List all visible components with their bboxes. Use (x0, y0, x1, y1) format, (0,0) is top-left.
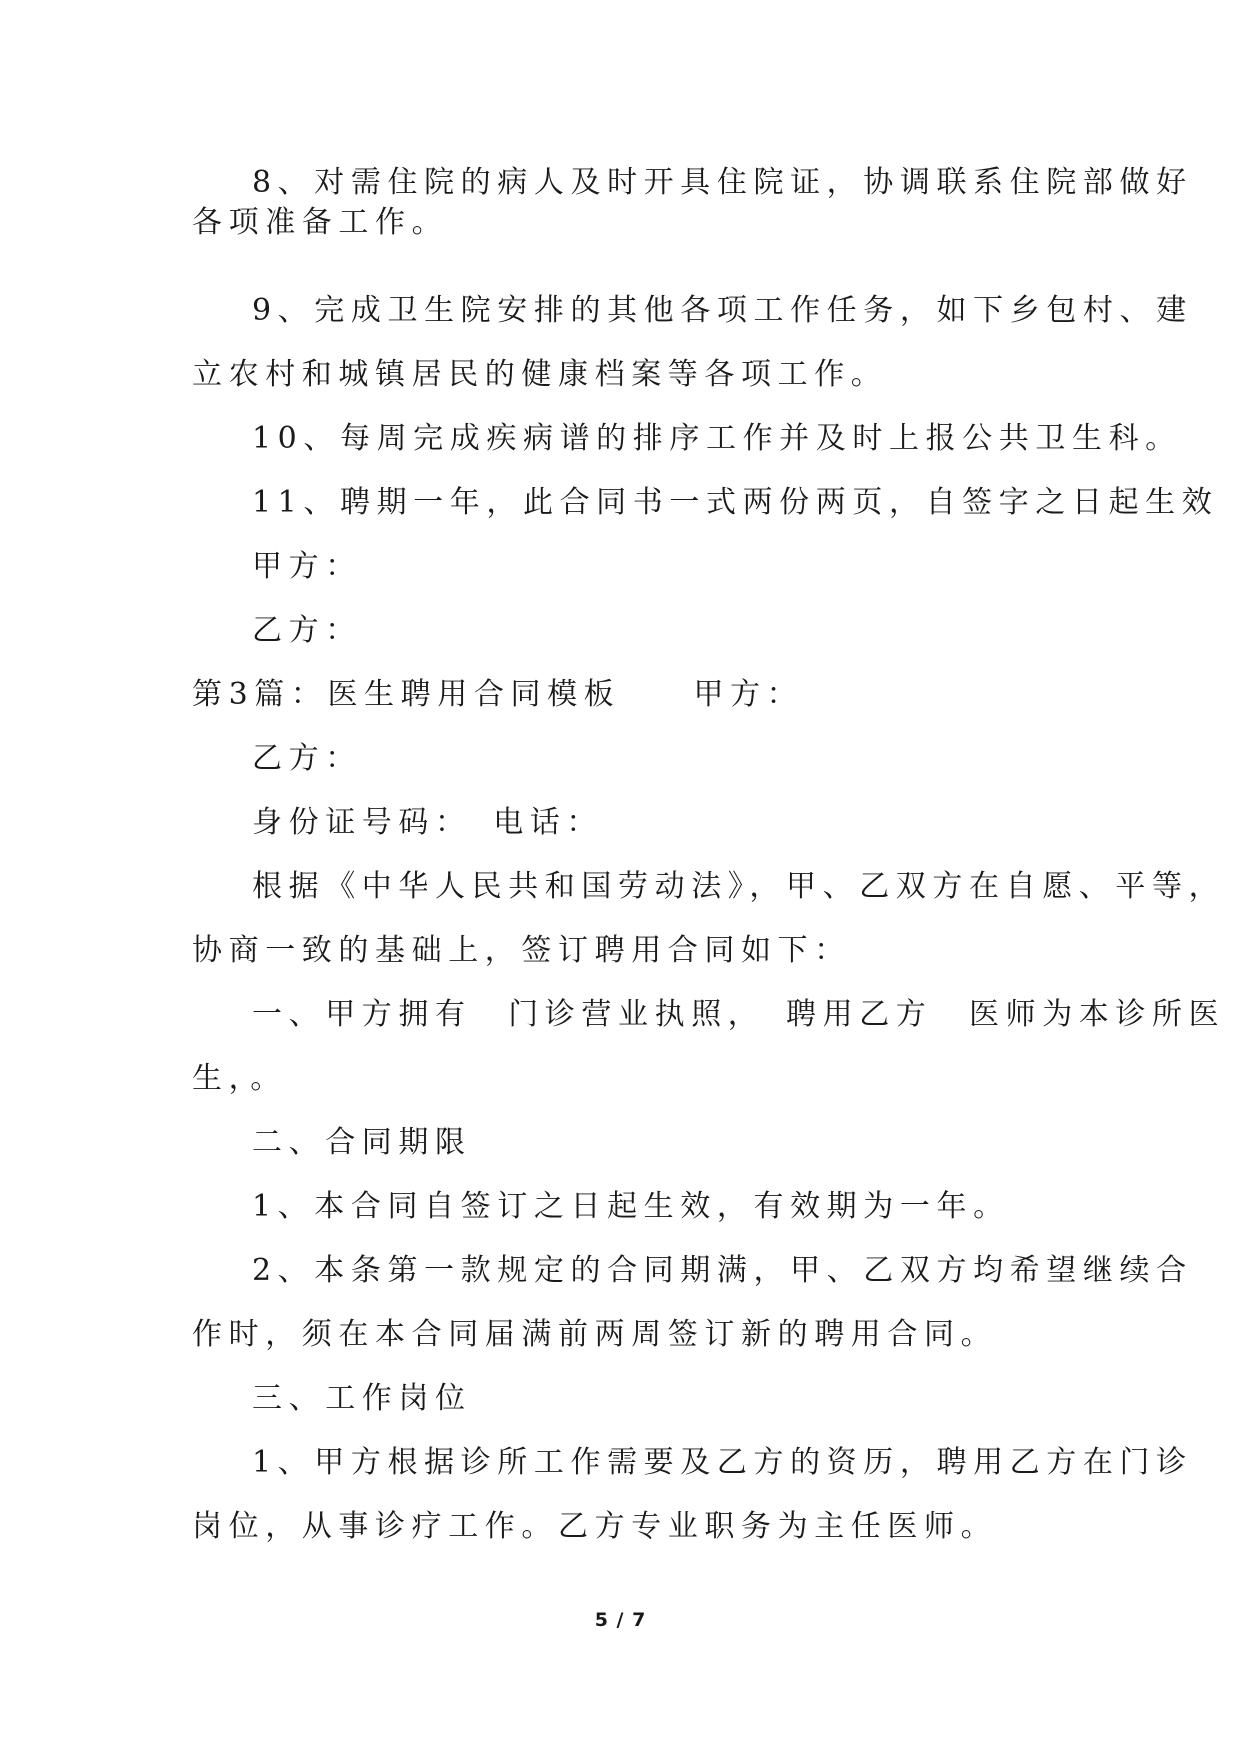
paragraph-line: 岗位，从事诊疗工作。乙方专业职务为主任医师。 (192, 1509, 998, 1544)
id-phone-line: 身份证号码： 电话： (252, 805, 603, 840)
party-b-label: 乙方： (252, 741, 362, 776)
party-b-label: 乙方： (252, 613, 362, 648)
paragraph-line: 1、甲方根据诊所工作需要及乙方的资历，聘用乙方在门诊 (252, 1445, 1193, 1480)
party-a-label: 甲方： (252, 549, 362, 584)
page-number: 5 / 7 (594, 1609, 647, 1631)
paragraph-line: 一、甲方拥有 门诊营业执照， 聘用乙方 医师为本诊所医 (252, 997, 1226, 1032)
paragraph-line: 根据《中华人民共和国劳动法》，甲、乙双方在自愿、平等， (252, 869, 1226, 904)
paragraph-line: 1、本合同自签订之日起生效，有效期为一年。 (252, 1189, 1010, 1224)
paragraph-line: 作时，须在本合同届满前两周签订新的聘用合同。 (192, 1317, 998, 1352)
section-heading: 第3篇：医生聘用合同模板 甲方： (192, 677, 804, 712)
paragraph-line: 2、本条第一款规定的合同期满，甲、乙双方均希望继续合 (252, 1253, 1193, 1288)
paragraph-line: 11、聘期一年，此合同书一式两份两页，自签字之日起生效 (252, 485, 1219, 520)
clause-heading: 三、工作岗位 (252, 1381, 472, 1416)
paragraph-line: 8、对需住院的病人及时开具住院证，协调联系住院部做好 (252, 165, 1193, 200)
paragraph-line: 立农村和城镇居民的健康档案等各项工作。 (192, 357, 888, 392)
clause-heading: 二、合同期限 (252, 1125, 472, 1160)
paragraph-line: 10、每周完成疾病谱的排序工作并及时上报公共卫生科。 (252, 421, 1182, 456)
paragraph-line: 生，。 (192, 1061, 287, 1096)
paragraph-line: 9、完成卫生院安排的其他各项工作任务，如下乡包村、建 (252, 293, 1193, 328)
paragraph-line: 协商一致的基础上，签订聘用合同如下： (192, 933, 851, 968)
paragraph-line: 各项准备工作。 (192, 205, 449, 240)
